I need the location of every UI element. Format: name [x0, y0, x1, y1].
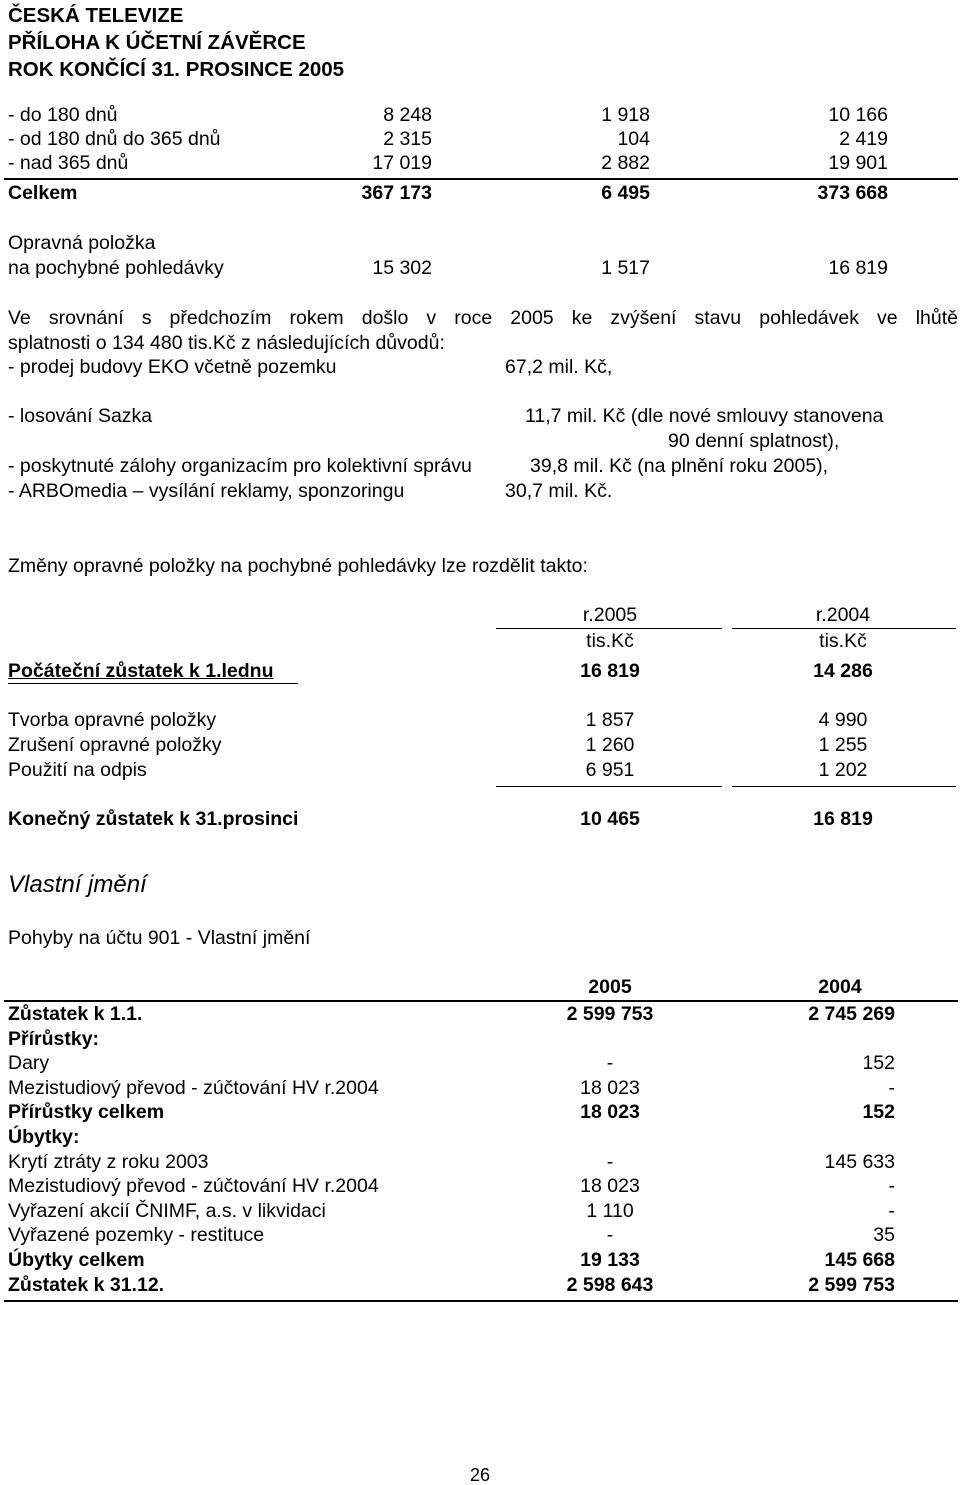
row-label: Počáteční zůstatek k 1.lednu [8, 660, 274, 682]
cell-value: 152 [862, 1101, 895, 1123]
cell-value: 2 419 [839, 128, 888, 150]
allowance-heading: Opravná položka [8, 232, 156, 254]
reason-label: - poskytnuté zálohy organizacím pro kolektivní správu [8, 455, 472, 477]
cell-value: 1 517 [601, 257, 650, 279]
column-underline [732, 628, 956, 629]
row-label: Úbytky celkem [8, 1249, 145, 1271]
cell-value: 2 598 643 [566, 1274, 654, 1296]
cell-value: 19 901 [828, 152, 888, 174]
column-header: r.2004 [815, 604, 871, 626]
column-header: 2005 [588, 976, 632, 998]
header-line-2: PŘÍLOHA K ÚČETNÍ ZÁVĚRCE [8, 31, 306, 54]
cell-value: 145 633 [824, 1151, 895, 1173]
cell-value: 145 668 [824, 1249, 895, 1271]
reason-label: - prodej budovy EKO včetně pozemku [8, 356, 337, 378]
row-label: Vyřazení akcií ČNIMF, a.s. v likvidaci [8, 1200, 326, 1222]
cell-value: - [606, 1224, 614, 1246]
cell-value: 10 465 [580, 808, 640, 830]
cell-value: 17 019 [372, 152, 432, 174]
cell-value: - [888, 1175, 895, 1197]
cell-value: 2 882 [601, 152, 650, 174]
row-label: Použití na odpis [8, 759, 147, 781]
section-subtitle: Pohyby na účtu 901 - Vlastní jmění [8, 927, 311, 949]
column-unit: tis.Kč [586, 630, 634, 652]
cell-value: 10 166 [828, 104, 888, 126]
cell-value: 18 023 [580, 1077, 640, 1099]
divider [732, 786, 956, 787]
cell-value: 4 990 [818, 709, 868, 731]
row-label: Tvorba opravné položky [8, 709, 217, 731]
cell-value: 14 286 [813, 660, 873, 682]
cell-value: 18 023 [580, 1175, 640, 1197]
cell-value: 2 599 753 [566, 1003, 654, 1025]
reason-value: 39,8 mil. Kč (na plnění roku 2005), [530, 455, 829, 477]
row-label: Konečný zůstatek k 31.prosinci [8, 808, 299, 830]
cell-value: 18 023 [580, 1101, 640, 1123]
cell-value: 2 599 753 [808, 1274, 895, 1296]
divider [496, 786, 722, 787]
cell-value: 104 [617, 128, 650, 150]
row-label: - nad 365 dnů [8, 152, 129, 174]
column-header: 2004 [818, 976, 862, 998]
row-label: Zůstatek k 31.12. [8, 1274, 165, 1296]
reason-value: 67,2 mil. Kč, [505, 356, 613, 378]
reason-value: 90 denní splatnost), [668, 430, 840, 452]
header-line-1: ČESKÁ TELEVIZE [8, 4, 184, 27]
reason-value: 30,7 mil. Kč. [505, 480, 613, 502]
reason-label: - losování Sazka [8, 405, 153, 427]
cell-value: 16 819 [580, 660, 640, 682]
reason-value: 11,7 mil. Kč (dle nové smlouvy stanovena [525, 405, 884, 427]
paragraph-line: splatnosti o 134 480 tis.Kč z následujících důvodů: [8, 332, 445, 354]
changes-intro: Změny opravné položky na pochybné pohledávky lze rozdělit takto: [8, 555, 588, 577]
row-label: - od 180 dnů do 365 dnů [8, 128, 221, 150]
cell-value: 19 133 [580, 1249, 640, 1271]
cell-value: 373 668 [817, 182, 888, 204]
cell-value: - [888, 1200, 895, 1222]
cell-value: 1 260 [585, 734, 635, 756]
cell-value: 35 [873, 1224, 895, 1246]
header-line-3: ROK KONČÍCÍ 31. PROSINCE 2005 [8, 58, 345, 81]
row-label: Zrušení opravné položky [8, 734, 222, 756]
row-label: Krytí ztráty z roku 2003 [8, 1151, 209, 1173]
cell-value: - [888, 1077, 895, 1099]
page-number: 26 [469, 1465, 491, 1485]
cell-value: 152 [862, 1052, 895, 1074]
cell-value: 1 857 [585, 709, 635, 731]
paragraph-line: Ve srovnání s předchozím rokem došlo v roce 2005 ke zvýšení stavu pohledávek ve lhůtě [8, 307, 958, 329]
cell-value: - [606, 1151, 614, 1173]
row-label: na pochybné pohledávky [8, 257, 224, 279]
cell-value: 1 202 [818, 759, 868, 781]
cell-value: 367 173 [361, 182, 432, 204]
column-underline [496, 628, 722, 629]
cell-value: - [606, 1052, 614, 1074]
cell-value: 6 495 [601, 182, 650, 204]
row-label: Dary [8, 1052, 50, 1074]
row-label: - do 180 dnů [8, 104, 118, 126]
divider [4, 178, 958, 180]
cell-value: 1 110 [586, 1200, 634, 1222]
row-label: Přírůstky: [8, 1028, 100, 1050]
row-label: Přírůstky celkem [8, 1101, 165, 1123]
column-header: r.2005 [582, 604, 638, 626]
section-title: Vlastní jmění [8, 871, 147, 898]
cell-value: 16 819 [828, 257, 888, 279]
row-label: Úbytky: [8, 1126, 80, 1148]
reason-label: - ARBOmedia – vysílání reklamy, sponzoringu [8, 480, 405, 502]
row-label: Mezistudiový převod - zúčtování HV r.2004 [8, 1077, 379, 1099]
cell-value: 6 951 [585, 759, 635, 781]
divider [4, 1300, 958, 1302]
row-label: Vyřazené pozemky - restituce [8, 1224, 265, 1246]
cell-value: 1 918 [601, 104, 650, 126]
row-label: Zůstatek k 1.1. [8, 1003, 143, 1025]
cell-value: 2 745 269 [808, 1003, 895, 1025]
row-label: Mezistudiový převod - zúčtování HV r.2004 [8, 1175, 379, 1197]
cell-value: 2 315 [383, 128, 432, 150]
divider [8, 683, 298, 684]
cell-value: 1 255 [818, 734, 868, 756]
cell-value: 16 819 [813, 808, 873, 830]
cell-value: 8 248 [383, 104, 432, 126]
cell-value: 15 302 [372, 257, 432, 279]
column-unit: tis.Kč [819, 630, 867, 652]
divider [4, 1000, 958, 1002]
row-label: Celkem [8, 182, 78, 204]
